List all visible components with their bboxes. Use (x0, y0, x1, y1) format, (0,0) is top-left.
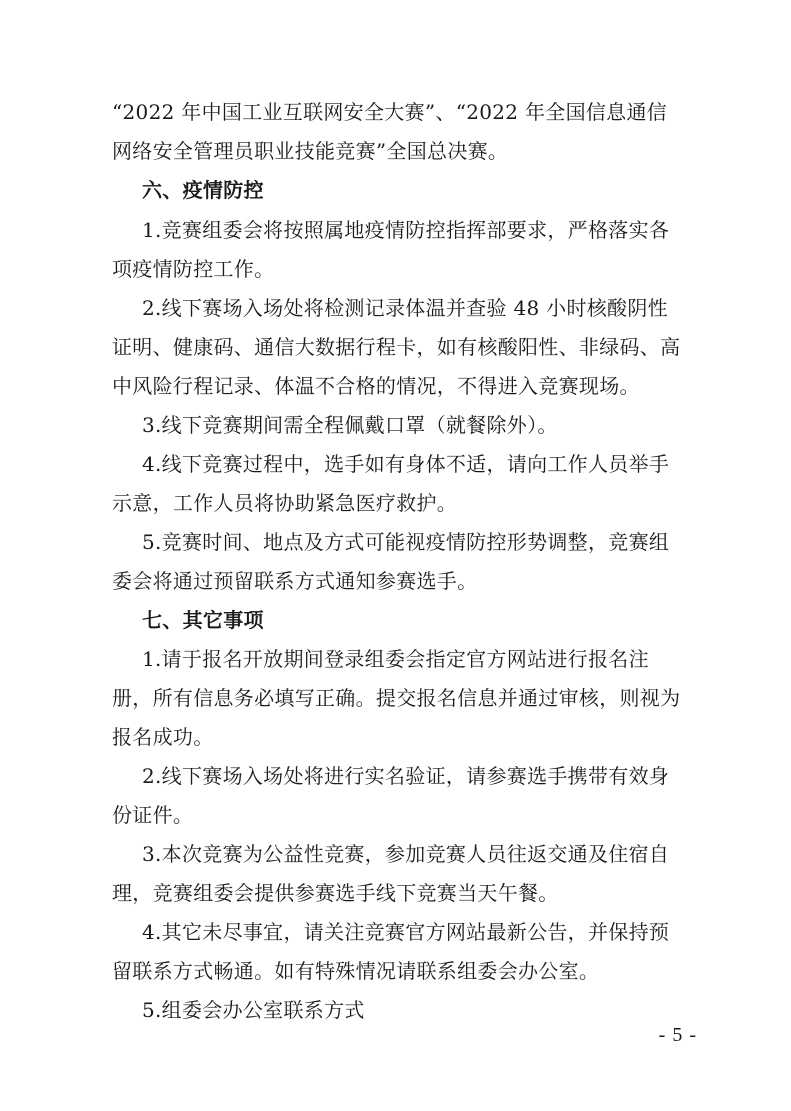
paragraph-line: 报名成功。 (112, 725, 214, 749)
page-number: - 5 - (658, 1024, 697, 1046)
paragraph-line: 理，竞赛组委会提供参赛选手线下竞赛当天午餐。 (112, 881, 559, 905)
section-heading-other: 七、其它事项 (142, 608, 264, 632)
paragraph-line: 4.其它未尽事宜，请关注竞赛官方网站最新公告，并保持预 (142, 920, 670, 944)
paragraph-line: 委会将通过预留联系方式通知参赛选手。 (112, 569, 478, 593)
paragraph-line: 3.线下竞赛期间需全程佩戴口罩（就餐除外）。 (142, 413, 558, 437)
paragraph-line: 项疫情防控工作。 (112, 257, 275, 281)
paragraph-line: 网络安全管理员职业技能竞赛”全国总决赛。 (112, 139, 509, 163)
paragraph-line: “2022 年中国工业互联网安全大赛”、“2022 年全国信息通信 (112, 100, 668, 124)
section-heading-epidemic: 六、疫情防控 (142, 178, 264, 202)
paragraph-line: 中风险行程记录、体温不合格的情况，不得进入竞赛现场。 (112, 374, 640, 398)
paragraph-line: 份证件。 (112, 803, 194, 827)
paragraph-line: 留联系方式畅通。如有特殊情况请联系组委会办公室。 (112, 959, 600, 983)
paragraph-line: 3.本次竞赛为公益性竞赛，参加竞赛人员往返交通及住宿自 (142, 842, 670, 866)
paragraph-line: 册，所有信息务必填写正确。提交报名信息并通过审核，则视为 (112, 686, 681, 710)
paragraph-line: 4.线下竞赛过程中，选手如有身体不适，请向工作人员举手 (142, 452, 670, 476)
paragraph-line: 1.竞赛组委会将按照属地疫情防控指挥部要求，严格落实各 (142, 218, 670, 242)
paragraph-line: 5.组委会办公室联系方式 (142, 998, 365, 1022)
paragraph-line: 2.线下赛场入场处将进行实名验证，请参赛选手携带有效身 (142, 764, 670, 788)
paragraph-line: 证明、健康码、通信大数据行程卡，如有核酸阳性、非绿码、高 (112, 335, 681, 359)
paragraph-line: 示意，工作人员将协助紧急医疗救护。 (112, 491, 458, 515)
paragraph-line: 2.线下赛场入场处将检测记录体温并查验 48 小时核酸阴性 (142, 296, 668, 320)
paragraph-line: 5.竞赛时间、地点及方式可能视疫情防控形势调整，竞赛组 (142, 530, 670, 554)
paragraph-line: 1.请于报名开放期间登录组委会指定官方网站进行报名注 (142, 647, 649, 671)
